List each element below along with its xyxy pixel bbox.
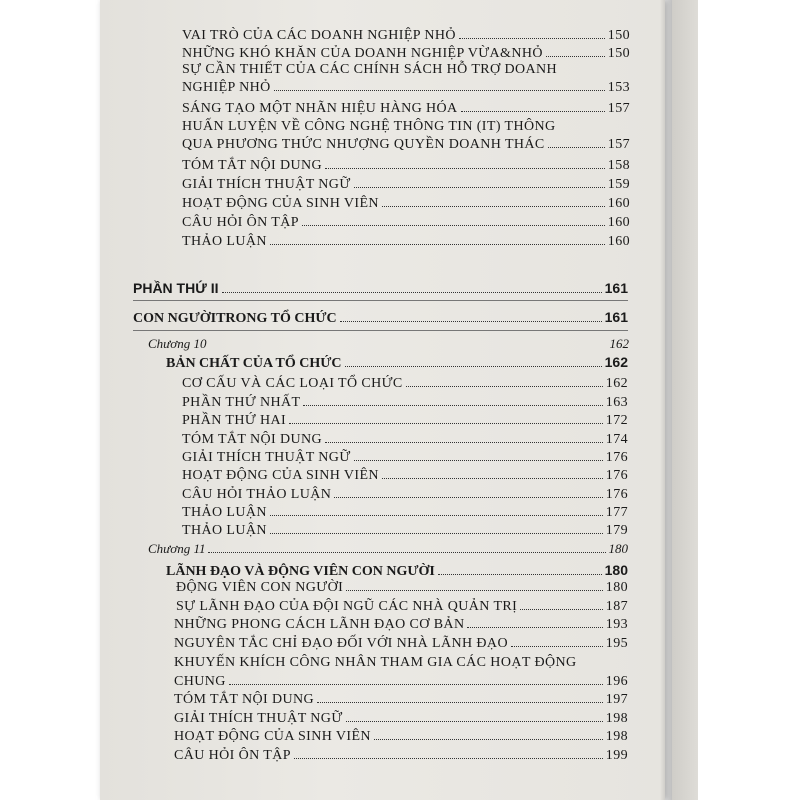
dot-leader xyxy=(289,423,603,424)
dot-leader xyxy=(302,225,605,226)
toc-entry xyxy=(182,487,628,503)
dot-leader xyxy=(229,684,603,685)
entry-title: TÓM TẮT NỘI DUNG xyxy=(182,158,323,173)
dot-leader xyxy=(334,497,603,498)
chapter-label-page: 162 xyxy=(609,336,629,351)
dot-leader xyxy=(467,627,602,628)
dot-leader xyxy=(438,574,602,575)
entry-title: HOẠT ĐỘNG CỦA SINH VIÊN xyxy=(174,729,371,744)
entry-page: 160 xyxy=(607,215,630,230)
toc-entry xyxy=(174,729,628,745)
entry-page: 157 xyxy=(607,101,630,116)
chapter-label-page: 180 xyxy=(608,541,628,556)
dot-leader xyxy=(374,739,603,740)
toc-entry xyxy=(182,177,630,193)
entry-page: 172 xyxy=(605,413,628,428)
toc-chapter-title xyxy=(166,354,628,372)
dot-leader xyxy=(354,460,603,461)
entry-page: 199 xyxy=(605,748,628,763)
dot-leader xyxy=(406,386,603,387)
toc-entry xyxy=(182,505,628,521)
dot-leader xyxy=(274,90,605,91)
dot-leader xyxy=(345,366,602,367)
entry-page: 179 xyxy=(605,523,628,538)
entry-title: ĐỘNG VIÊN CON NGƯỜI xyxy=(176,580,344,595)
part-title: PHẦN THỨ II xyxy=(133,280,219,296)
dot-leader xyxy=(511,646,603,647)
entry-title: GIẢI THÍCH THUẬT NGỮ xyxy=(174,711,343,726)
entry-page: 159 xyxy=(607,177,630,192)
dot-leader xyxy=(270,533,603,534)
toc-entry xyxy=(174,748,628,764)
toc-entry xyxy=(182,28,630,44)
entry-title: HOẠT ĐỘNG CỦA SINH VIÊN xyxy=(182,196,379,211)
entry-page: 198 xyxy=(605,729,628,744)
toc-entry xyxy=(174,617,628,633)
dot-leader xyxy=(340,321,602,322)
entry-title-line2: QUA PHƯƠNG THỨC NHƯỢNG QUYỀN DOANH THÁC xyxy=(182,137,545,152)
dot-leader xyxy=(346,590,603,591)
entry-page: 176 xyxy=(605,468,628,483)
entry-page: 176 xyxy=(605,487,628,502)
entry-page: 197 xyxy=(605,692,628,707)
toc-entry xyxy=(182,215,630,231)
entry-page: 187 xyxy=(605,599,628,614)
dot-leader xyxy=(546,56,605,57)
entry-page: 150 xyxy=(607,46,630,61)
toc-entry xyxy=(182,450,628,466)
entry-title: CÂU HỎI THẢO LUẬN xyxy=(182,487,332,502)
entry-title: TÓM TẮT NỘI DUNG xyxy=(182,432,323,447)
entry-title: GIẢI THÍCH THUẬT NGỮ xyxy=(182,450,351,465)
entry-page: 157 xyxy=(607,137,630,152)
dot-leader xyxy=(325,168,605,169)
dot-leader xyxy=(317,702,603,703)
toc-part-heading xyxy=(133,280,628,297)
entry-title: TÓM TẮT NỘI DUNG xyxy=(174,692,315,707)
chapter-label: Chương 10 xyxy=(148,336,207,351)
entry-title: HOẠT ĐỘNG CỦA SINH VIÊN xyxy=(182,468,379,483)
dot-leader xyxy=(382,478,603,479)
dot-leader xyxy=(459,38,605,39)
entry-title-line1: HUẤN LUYỆN VỀ CÔNG NGHỆ THÔNG TIN (IT) THÔNG xyxy=(182,119,556,134)
toc-entry xyxy=(176,580,628,596)
toc-entry xyxy=(182,196,630,212)
entry-title-line1: SỰ CẦN THIẾT CỦA CÁC CHÍNH SÁCH HỖ TRỢ DOANH xyxy=(182,62,557,77)
entry-page: 195 xyxy=(605,636,628,651)
toc-entry xyxy=(182,395,628,411)
separator-line xyxy=(133,300,628,301)
toc-entry xyxy=(182,80,630,96)
entry-title-line1: KHUYẾN KHÍCH CÔNG NHÂN THAM GIA CÁC HOẠT ĐỘNG xyxy=(174,655,577,670)
toc-entry xyxy=(182,137,630,153)
toc-entry xyxy=(182,158,630,174)
entry-title: PHẦN THỨ NHẤT xyxy=(182,395,301,410)
dot-leader xyxy=(270,244,605,245)
toc-entry xyxy=(182,523,628,539)
toc-entry xyxy=(182,413,628,429)
dot-leader xyxy=(208,552,605,553)
entry-title: NGUYÊN TẮC CHỈ ĐẠO ĐỐI VỚI NHÀ LÃNH ĐẠO xyxy=(174,636,508,651)
entry-page: 176 xyxy=(605,450,628,465)
entry-title: GIẢI THÍCH THUẬT NGỮ xyxy=(182,177,351,192)
entry-title: SÁNG TẠO MỘT NHÃN HIỆU HÀNG HÓA xyxy=(182,101,458,116)
dot-leader xyxy=(354,187,605,188)
entry-page: 177 xyxy=(605,505,628,520)
entry-page: 162 xyxy=(605,376,628,391)
entry-page: 160 xyxy=(607,234,630,249)
entry-page: 193 xyxy=(605,617,628,632)
entry-title: NHỮNG KHÓ KHĂN CỦA DOANH NGHIỆP VỪA&NHỎ xyxy=(182,46,543,61)
entry-title: NHỮNG PHONG CÁCH LÃNH ĐẠO CƠ BẢN xyxy=(174,617,465,632)
dot-leader xyxy=(382,206,605,207)
entry-page: 174 xyxy=(605,432,628,447)
dot-leader xyxy=(303,405,602,406)
entry-title: VAI TRÒ CỦA CÁC DOANH NGHIỆP NHỎ xyxy=(182,28,456,43)
toc-chapter-label xyxy=(148,336,629,352)
entry-page: 153 xyxy=(607,80,630,95)
dot-leader xyxy=(222,292,602,293)
chapter-title-page: 162 xyxy=(604,354,628,370)
toc-entry xyxy=(174,674,628,690)
entry-page: 198 xyxy=(605,711,628,726)
dot-leader xyxy=(325,442,603,443)
section-page: 161 xyxy=(604,309,628,325)
toc-entry xyxy=(182,468,628,484)
entry-page: 150 xyxy=(607,28,630,43)
entry-title-line2: CHUNG xyxy=(174,674,226,689)
toc-chapter-title xyxy=(166,562,628,580)
part-page: 161 xyxy=(604,280,628,296)
toc-chapter-label xyxy=(148,541,628,557)
toc-entry xyxy=(182,234,630,250)
toc-section-heading xyxy=(133,309,628,327)
entry-page: 160 xyxy=(607,196,630,211)
chapter-title: BẢN CHẤT CỦA TỔ CHỨC xyxy=(166,356,342,371)
chapter-title-page: 180 xyxy=(604,562,628,578)
entry-title: THẢO LUẬN xyxy=(182,505,267,520)
separator-line xyxy=(133,330,628,331)
dot-leader xyxy=(461,111,605,112)
entry-title: THẢO LUẬN xyxy=(182,234,267,249)
entry-page: 180 xyxy=(605,580,628,595)
toc-entry xyxy=(174,711,628,727)
dot-leader xyxy=(548,147,605,148)
entry-title: PHẦN THỨ HAI xyxy=(182,413,287,428)
toc-entry xyxy=(182,46,630,62)
toc-entry xyxy=(182,432,628,448)
entry-title: THẢO LUẬN xyxy=(182,523,267,538)
entry-title: CÂU HỎI ÔN TẬP xyxy=(174,748,291,763)
toc-entry xyxy=(182,101,630,117)
entry-title: SỰ LÃNH ĐẠO CỦA ĐỘI NGŨ CÁC NHÀ QUẢN TRỊ xyxy=(176,599,518,614)
dot-leader xyxy=(270,515,603,516)
entry-title: CƠ CẤU VÀ CÁC LOẠI TỔ CHỨC xyxy=(182,376,403,391)
dot-leader xyxy=(346,721,603,722)
entry-title: CÂU HỎI ÔN TẬP xyxy=(182,215,299,230)
dot-leader xyxy=(520,609,603,610)
entry-page: 158 xyxy=(607,158,630,173)
chapter-label: Chương 11 xyxy=(148,541,206,556)
dot-leader xyxy=(294,758,603,759)
entry-page: 163 xyxy=(605,395,628,410)
entry-page: 196 xyxy=(605,674,628,689)
toc-entry xyxy=(182,376,628,392)
section-title: CON NGƯỜITRONG TỔ CHỨC xyxy=(133,311,337,326)
entry-title-line2: NGHIỆP NHỎ xyxy=(182,80,271,95)
toc-entry xyxy=(174,692,628,708)
toc-entry xyxy=(174,636,628,652)
toc-entry xyxy=(176,599,628,615)
chapter-title: LÃNH ĐẠO VÀ ĐỘNG VIÊN CON NGƯỜI xyxy=(166,564,435,579)
